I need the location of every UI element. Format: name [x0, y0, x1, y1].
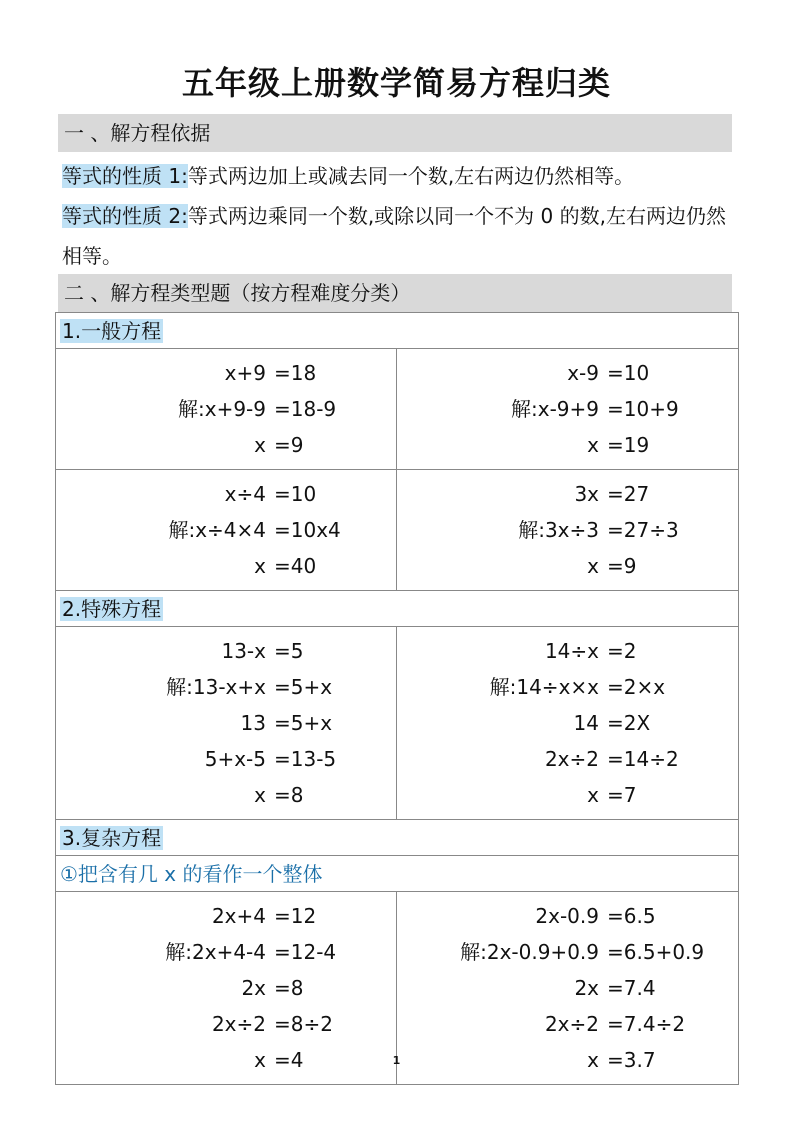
equation-left-side: x: [587, 433, 599, 457]
category-heading: [56, 820, 738, 856]
property-1-label: 等式的性质 1:: [62, 164, 188, 188]
page-number: 1: [392, 1054, 401, 1067]
equation-left-side: 13: [240, 711, 266, 735]
equation-step: [56, 898, 396, 934]
equation-step: [397, 669, 738, 705]
equation-cell-left: [56, 349, 397, 469]
equation-step: [397, 898, 738, 934]
property-1-text: 等式两边加上或减去同一个数,左右两边仍然相等。: [187, 164, 635, 188]
equation-right-side: =2: [607, 639, 637, 663]
equation-left-side: 解:x+9-9: [178, 397, 266, 421]
equation-right-side: =14÷2: [607, 747, 679, 771]
equation-step: [56, 391, 396, 427]
equation-cell-right: [397, 627, 738, 819]
equation-left-side: x: [254, 1048, 266, 1072]
equation-left-side: x: [254, 783, 266, 807]
equation-step: [56, 476, 396, 512]
equation-step: [56, 1006, 396, 1042]
equation-step: [397, 970, 738, 1006]
equation-step: [56, 777, 396, 813]
equation-right-side: =2X: [607, 711, 651, 735]
equation-cell-left: [56, 470, 397, 590]
equation-step: [397, 512, 738, 548]
property-1-paragraph: [62, 156, 734, 196]
equation-right-side: =12-4: [274, 940, 337, 964]
category-label: 2.特殊方程: [62, 597, 162, 621]
equation-left-side: 3x: [574, 482, 599, 506]
category-heading: [56, 591, 738, 627]
equation-left-side: 解:x-9+9: [511, 397, 599, 421]
equation-right-side: =3.7: [607, 1048, 656, 1072]
equation-right-side: =18: [274, 361, 317, 385]
equation-row: [56, 470, 738, 591]
equation-left-side: 解:3x÷3: [518, 518, 599, 542]
equation-right-side: =7.4÷2: [607, 1012, 686, 1036]
equation-left-side: x: [254, 554, 266, 578]
equation-table: [55, 312, 739, 1085]
equation-right-side: =40: [274, 554, 317, 578]
equation-right-side: =2×x: [607, 675, 666, 699]
equation-left-side: 13-x: [221, 639, 266, 663]
equation-step: [56, 633, 396, 669]
equation-left-side: x+9: [224, 361, 266, 385]
equation-right-side: =8: [274, 976, 304, 1000]
category-heading: [56, 313, 738, 349]
equation-step: [397, 427, 738, 463]
equation-left-side: x-9: [567, 361, 599, 385]
equation-left-side: 2x÷2: [211, 1012, 266, 1036]
equation-right-side: =5: [274, 639, 304, 663]
equation-right-side: =27: [607, 482, 650, 506]
equation-right-side: =5+x: [274, 675, 333, 699]
equation-left-side: 2x: [574, 976, 599, 1000]
equation-left-side: 14÷x: [544, 639, 599, 663]
equation-step: [56, 934, 396, 970]
equation-left-side: 2x+4: [211, 904, 266, 928]
equation-cell-right: [397, 470, 738, 590]
equation-step: [56, 741, 396, 777]
equation-step: [397, 476, 738, 512]
equation-right-side: =18-9: [274, 397, 337, 421]
equation-right-side: =8÷2: [274, 1012, 333, 1036]
equation-right-side: =19: [607, 433, 650, 457]
equation-step: [397, 355, 738, 391]
equation-right-side: =7.4: [607, 976, 656, 1000]
property-2-label: 等式的性质 2:: [62, 204, 188, 228]
equation-left-side: 解:2x-0.9+0.9: [460, 940, 599, 964]
category-label: 3.复杂方程: [62, 826, 162, 850]
equation-left-side: x: [587, 1048, 599, 1072]
equation-right-side: =12: [274, 904, 317, 928]
equation-row: [56, 627, 738, 820]
equation-left-side: 14: [573, 711, 599, 735]
equation-step: [56, 355, 396, 391]
equation-step: [397, 391, 738, 427]
equation-right-side: =6.5+0.9: [607, 940, 705, 964]
equation-step: [56, 705, 396, 741]
equation-step: [397, 741, 738, 777]
equation-step: [56, 669, 396, 705]
equation-right-side: =4: [274, 1048, 304, 1072]
equation-left-side: x÷4: [224, 482, 266, 506]
equation-step: [56, 548, 396, 584]
equation-step: [397, 548, 738, 584]
equation-left-side: 5+x-5: [204, 747, 266, 771]
equation-right-side: =8: [274, 783, 304, 807]
equation-right-side: =27÷3: [607, 518, 679, 542]
equation-step: [397, 705, 738, 741]
equation-step: [397, 1006, 738, 1042]
equation-right-side: =9: [607, 554, 637, 578]
equation-right-side: =5+x: [274, 711, 333, 735]
equation-left-side: 解:13-x+x: [166, 675, 266, 699]
page-title: 五年级上册数学简易方程归类: [181, 64, 611, 102]
equation-left-side: 解:x÷4×4: [168, 518, 266, 542]
equation-right-side: =9: [274, 433, 304, 457]
equation-step: [397, 633, 738, 669]
equation-right-side: =10: [607, 361, 650, 385]
equation-row: [56, 349, 738, 470]
equation-left-side: 2x: [241, 976, 266, 1000]
equation-left-side: x: [587, 783, 599, 807]
equation-cell-left: [56, 627, 397, 819]
category-label: 1.一般方程: [62, 319, 162, 343]
equation-step: [397, 777, 738, 813]
equation-right-side: =6.5: [607, 904, 656, 928]
equation-right-side: =10+9: [607, 397, 679, 421]
equation-step: [397, 934, 738, 970]
equation-right-side: =10: [274, 482, 317, 506]
equation-left-side: 解:2x+4-4: [165, 940, 266, 964]
equation-step: [56, 970, 396, 1006]
equation-left-side: 2x-0.9: [535, 904, 599, 928]
equation-cell-right: [397, 349, 738, 469]
equation-right-side: =10x4: [274, 518, 341, 542]
equation-left-side: x: [587, 554, 599, 578]
equation-step: [56, 512, 396, 548]
equation-left-side: 2x÷2: [544, 1012, 599, 1036]
equation-right-side: =7: [607, 783, 637, 807]
property-2-text: 等式两边乘同一个数,或除以同一个不为 0 的数,左右两边仍然相等。: [62, 204, 726, 268]
equation-right-side: =13-5: [274, 747, 337, 771]
section-heading-basis: 一 、解方程依据: [58, 114, 732, 152]
property-2-paragraph: [62, 196, 734, 276]
section-heading-types: 二 、解方程类型题（按方程难度分类）: [58, 274, 732, 312]
equation-left-side: 2x÷2: [544, 747, 599, 771]
equation-step: [56, 427, 396, 463]
equation-left-side: 解:14÷x×x: [489, 675, 599, 699]
subcategory-heading: ①把含有几 x 的看作一个整体: [56, 856, 738, 892]
equation-left-side: x: [254, 433, 266, 457]
